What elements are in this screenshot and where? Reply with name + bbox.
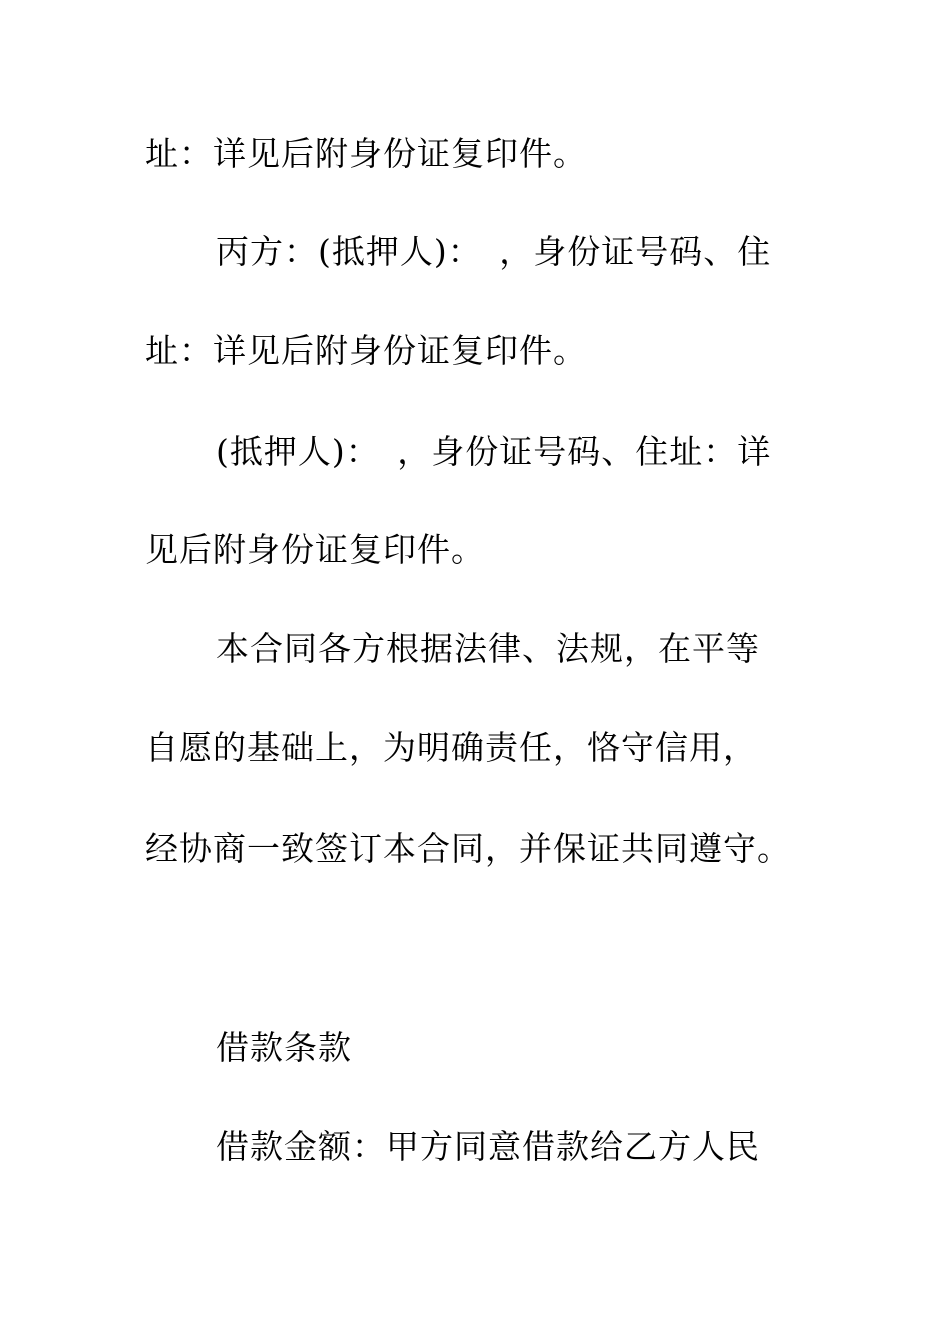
text-line-loan-amount: 借款金额：甲方同意借款给乙方人民 [216,1127,760,1166]
text-line-mortgagor: (抵押人)： ，身份证号码、住址：详 [216,432,772,471]
text-line-address-continued-1: 址：详见后附身份证复印件。 [145,134,587,173]
text-line-party-c: 丙方：(抵押人)： ，身份证号码、住 [216,232,772,271]
text-line-address-continued-2: 址：详见后附身份证复印件。 [145,331,587,370]
text-line-address-continued-3: 见后附身份证复印件。 [145,530,485,569]
section-heading-loan-terms: 借款条款 [216,1028,352,1067]
text-line-preamble-1: 本合同各方根据法律、法规，在平等 [216,629,760,668]
text-line-preamble-2: 自愿的基础上，为明确责任，恪守信用， [145,728,757,767]
text-line-preamble-3: 经协商一致签订本合同，并保证共同遵守。 [145,829,791,868]
